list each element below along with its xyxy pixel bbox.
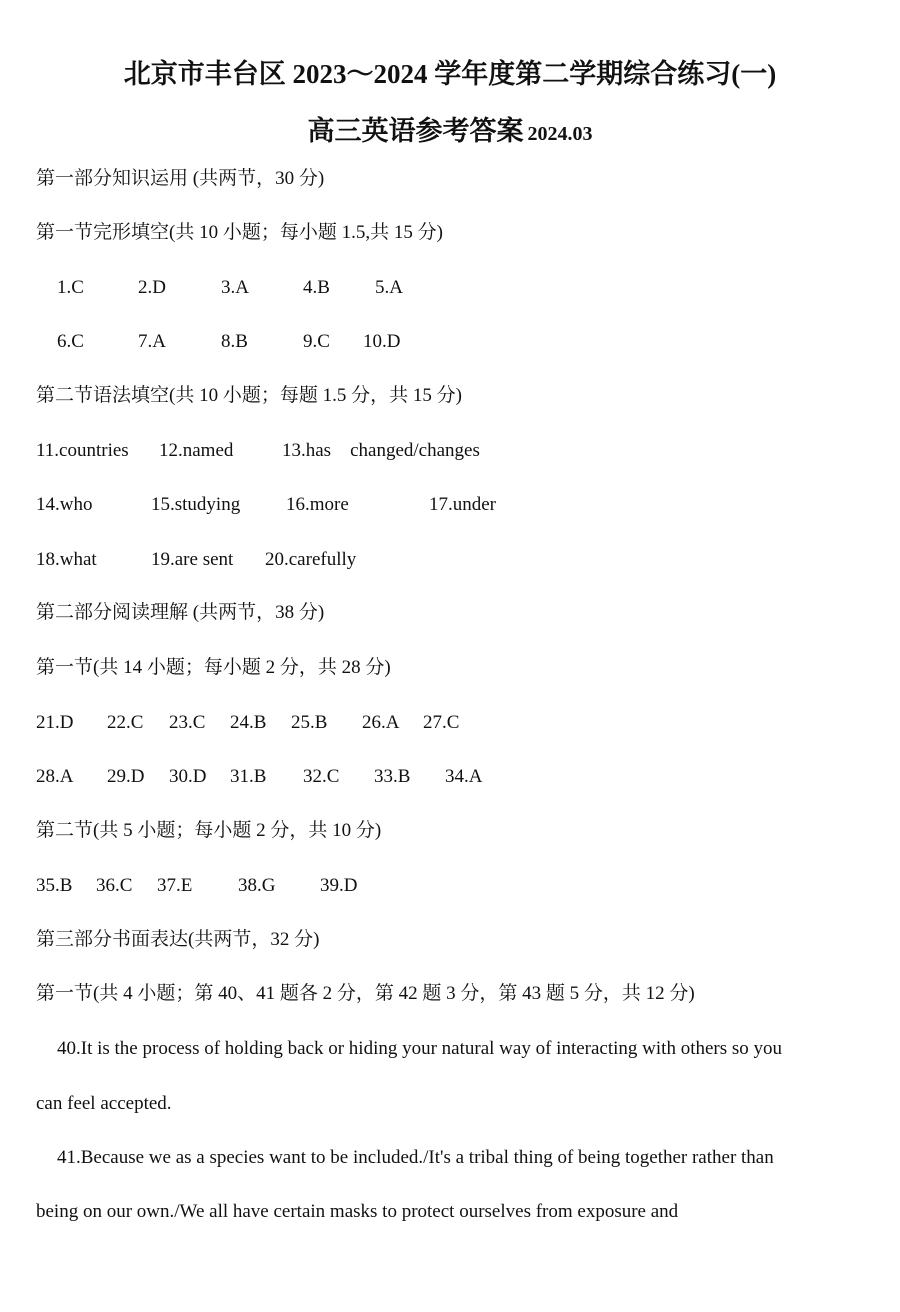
answer-item: 1.C [57,277,84,298]
answer-item: 10.D [363,331,401,352]
answer-item: 2.D [138,277,166,298]
answer-item: 24.B [230,712,267,733]
part2-heading: 第二部分阅读理解 (共两节，38 分) [36,602,325,623]
document-title: 北京市丰台区 2023～2024 学年度第二学期综合练习(一) [123,59,777,89]
part2-section2-heading: 第二节(共 5 小题；每小题 2 分，共 10 分) [36,820,382,841]
answer-row [0,330,900,354]
answer-item: 28.A [36,766,74,787]
answer-row [0,439,900,463]
answer-item: 31.B [230,766,267,787]
answer-row [0,765,900,789]
answer-41-line1: 41.Because we as a species want to be included./It's a tribal thing of being together rather than [57,1147,774,1168]
answer-item: 20.carefully [265,549,357,570]
part1-section1-heading: 第一节完形填空(共 10 小题；每小题 1.5,共 15 分) [36,222,443,243]
answer-item: 15.studying [151,494,241,515]
answer-row [0,711,900,735]
document-subtitle [0,109,900,148]
answer-item: 17.under [429,494,497,515]
answer-item: 6.C [57,331,84,352]
answer-item: 29.D [107,766,145,787]
answer-item: 32.C [303,766,340,787]
answer-item: 36.C [96,875,133,896]
answer-row [0,276,900,300]
document-date: 2024.03 [527,123,593,145]
answer-item: 5.A [375,277,403,298]
answer-item: 35.B [36,875,73,896]
answer-item: 16.more [286,494,349,515]
answer-item: 9.C [303,331,330,352]
answer-item: 21.D [36,712,74,733]
answer-item: 3.A [221,277,249,298]
answer-item: 13.has changed/changes [282,440,480,461]
answer-item: 4.B [303,277,330,298]
answer-item: 30.D [169,766,207,787]
answer-item: 8.B [221,331,248,352]
answer-item: 38.G [238,875,276,896]
part2-section1-heading: 第一节(共 14 小题；每小题 2 分，共 28 分) [36,657,391,678]
answer-item: 18.what [36,549,97,570]
part3-heading: 第三部分书面表达(共两节，32 分) [36,929,320,950]
answer-item: 27.C [423,712,460,733]
answer-40-line2: can feel accepted. [36,1093,172,1114]
answer-item: 23.C [169,712,206,733]
answer-41-line2: being on our own./We all have certain masks to protect ourselves from exposure and [36,1201,679,1222]
answer-row [0,548,900,572]
part1-heading: 第一部分知识运用 (共两节，30 分) [36,168,325,189]
answer-row [0,874,900,898]
part1-section2-heading: 第二节语法填空(共 10 小题；每题 1.5 分，共 15 分) [36,385,462,406]
answer-item: 33.B [374,766,411,787]
answer-item: 7.A [138,331,166,352]
answer-item: 19.are sent [151,549,234,570]
answer-item: 22.C [107,712,144,733]
answer-item: 25.B [291,712,328,733]
part3-section1-heading: 第一节(共 4 小题；第 40、41 题各 2 分，第 42 题 3 分，第 43 题 5 分，共 12 分) [36,983,695,1004]
answer-item: 39.D [320,875,358,896]
answer-row [0,493,900,517]
answer-item: 37.E [157,875,193,896]
subtitle-text: 高三英语参考答案 [307,116,524,146]
answer-item: 26.A [362,712,400,733]
answer-item: 12.named [159,440,234,461]
answer-40-line1: 40.It is the process of holding back or hiding your natural way of interacting with others so you [57,1038,783,1059]
answer-item: 34.A [445,766,483,787]
answer-item: 11.countries [36,440,129,461]
answer-item: 14.who [36,494,93,515]
